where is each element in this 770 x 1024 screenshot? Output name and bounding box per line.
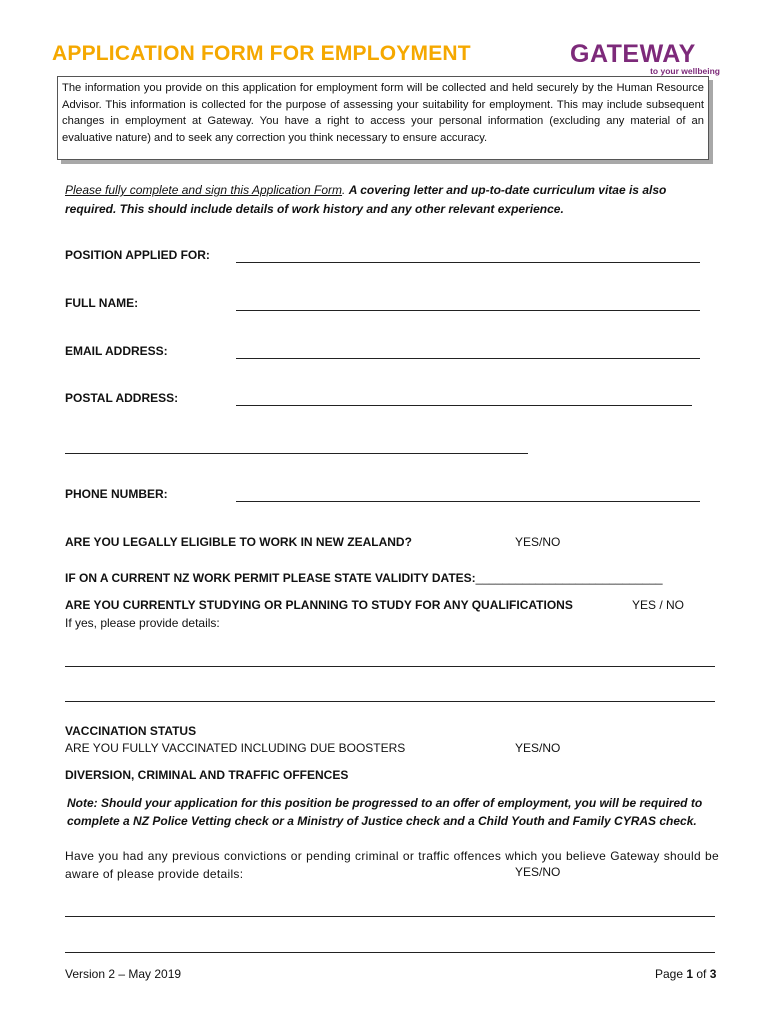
eligibility-question: ARE YOU LEGALLY ELIGIBLE TO WORK IN NEW ZEALAND? xyxy=(65,535,412,549)
postal-address-input-line[interactable] xyxy=(236,405,692,406)
convictions-heading: DIVERSION, CRIMINAL AND TRAFFIC OFFENCES xyxy=(65,768,349,782)
work-permit-input-line[interactable]: ____________________________ xyxy=(475,571,663,585)
studying-details-label: If yes, please provide details: xyxy=(65,616,220,630)
vaccination-answer[interactable]: YES/NO xyxy=(515,741,561,755)
postal-address-label: POSTAL ADDRESS: xyxy=(65,391,179,405)
logo-tagline: to your wellbeing xyxy=(650,66,720,76)
position-input-line[interactable] xyxy=(236,262,700,263)
convictions-details-line-1[interactable] xyxy=(65,916,715,917)
convictions-question-text: Have you had any previous convictions or pending criminal or traffic offences which you believe Gateway should be aware of please provide details: xyxy=(65,849,719,881)
instructions-cv: A covering letter and up-to-date curriculum vitae is also required. This should include details of work history and any other relevant experience. xyxy=(65,183,667,216)
page-prefix: Page xyxy=(655,967,687,981)
position-label: POSITION APPLIED FOR: xyxy=(65,248,210,262)
instructions-sign: Please fully complete and sign this Application Form xyxy=(65,183,343,197)
instructions-sep: . xyxy=(342,183,349,197)
page-current: 1 xyxy=(686,967,694,981)
vaccination-question: ARE YOU FULLY VACCINATED INCLUDING DUE BOOSTERS xyxy=(65,741,406,755)
convictions-answer[interactable]: YES/NO xyxy=(515,865,561,879)
phone-label: PHONE NUMBER: xyxy=(65,487,168,501)
page-title: APPLICATION FORM FOR EMPLOYMENT xyxy=(52,42,471,65)
instructions xyxy=(65,181,707,218)
page-number xyxy=(655,967,716,981)
studying-details-line-2[interactable] xyxy=(65,701,715,702)
eligibility-answer[interactable]: YES/NO xyxy=(515,535,561,549)
work-permit-question xyxy=(65,571,663,585)
vaccination-heading: VACCINATION STATUS xyxy=(65,724,197,738)
page-of: of xyxy=(693,967,710,981)
full-name-label: FULL NAME: xyxy=(65,296,139,310)
studying-answer[interactable]: YES / NO xyxy=(632,598,685,612)
email-input-line[interactable] xyxy=(236,358,700,359)
phone-input-line[interactable] xyxy=(236,501,700,502)
logo-wordmark: GATEWAY xyxy=(570,40,696,68)
studying-details-line-1[interactable] xyxy=(65,666,715,667)
gateway-logo xyxy=(570,40,720,76)
privacy-notice-box: The information you provide on this application for employment form will be collected and held securely by the Human Resource Advisor. This information is collected for the purpose of assessing your suitability for employment. This may include subsequent changes in employment at Gateway. You have a right to access your personal information (excluding any material of an evaluative nature) and to seek any correction you think necessary to ensure accuracy. xyxy=(57,76,709,160)
convictions-details-line-2[interactable] xyxy=(65,952,715,953)
convictions-question xyxy=(65,848,719,883)
work-permit-label: IF ON A CURRENT NZ WORK PERMIT PLEASE STATE VALIDITY DATES: xyxy=(65,571,476,585)
full-name-input-line[interactable] xyxy=(236,310,700,311)
version-label: Version 2 – May 2019 xyxy=(65,967,182,981)
postal-address-input-line-2[interactable] xyxy=(65,453,528,454)
convictions-note: Note: Should your application for this position be progressed to an offer of employment, you will be required to complete a NZ Police Vetting check or a Ministry of Justice check and a Child Youth and Family CYRAS check. xyxy=(67,796,703,828)
page-total: 3 xyxy=(709,967,717,981)
email-label: EMAIL ADDRESS: xyxy=(65,344,168,358)
studying-question: ARE YOU CURRENTLY STUDYING OR PLANNING TO STUDY FOR ANY QUALIFICATIONS xyxy=(65,598,573,612)
